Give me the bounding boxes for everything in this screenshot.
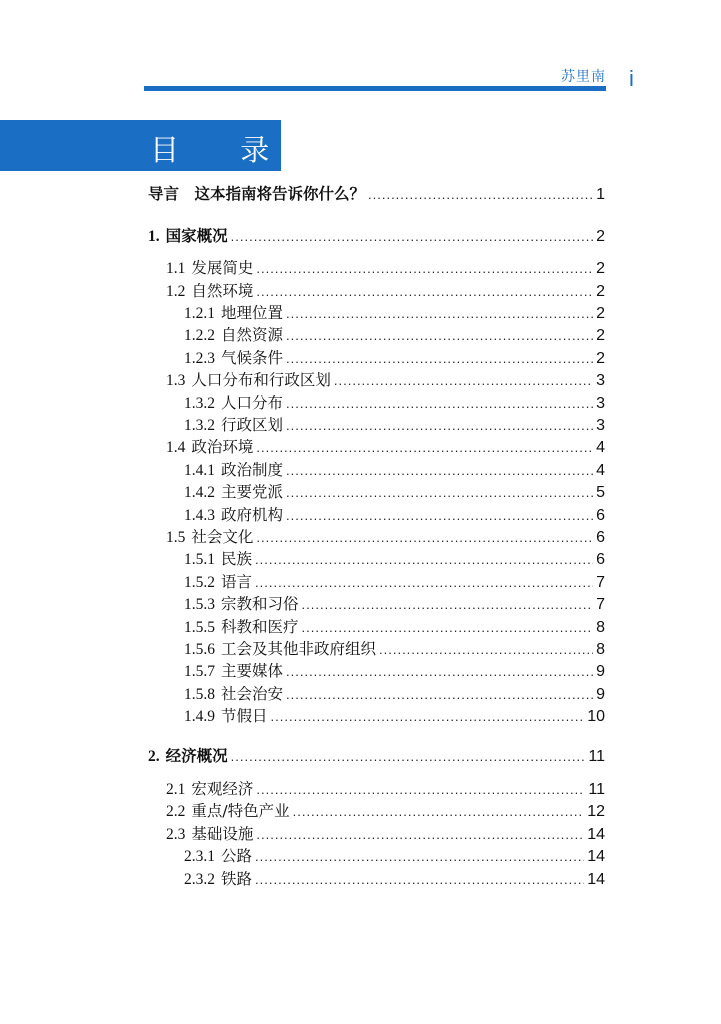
toc-entry-number: 1.3.2 — [184, 417, 215, 434]
toc-entry-label: 基础设施 — [191, 825, 254, 843]
toc-leader-dots — [302, 595, 594, 615]
toc-entry-label: 政治制度 — [221, 461, 284, 479]
toc-entry-label: 科教和医疗 — [221, 618, 299, 636]
toc-entry-number: 1.5.5 — [184, 619, 215, 636]
toc-entry-number: 2.2 — [166, 803, 186, 820]
toc-entry-number: 1.2 — [166, 283, 186, 300]
toc-entry[interactable] — [148, 184, 605, 205]
toc-entry[interactable] — [184, 846, 605, 867]
toc-leader-dots — [286, 394, 593, 414]
toc-entry[interactable] — [184, 505, 605, 526]
toc-leader-dots — [231, 227, 593, 247]
toc-entry-page: 2 — [596, 350, 605, 367]
toc-entry-page: 6 — [596, 507, 605, 524]
toc-entry-number: 2.3.2 — [184, 871, 215, 888]
toc-entry-page: 6 — [596, 551, 605, 568]
toc-entry[interactable] — [148, 746, 605, 767]
toc-entry[interactable] — [184, 869, 605, 890]
toc-entry[interactable] — [166, 281, 605, 302]
toc-entry-page: 8 — [596, 619, 605, 636]
toc-entry-number: 1.1 — [166, 260, 186, 277]
toc-entry-page: 5 — [596, 484, 605, 501]
toc-entry-number: 1.5.6 — [184, 641, 215, 658]
toc-entry-label: 经济概况 — [165, 747, 228, 765]
toc-leader-dots — [256, 282, 593, 302]
toc-entry[interactable] — [184, 325, 605, 346]
toc-entry-page: 10 — [587, 708, 605, 725]
toc-leader-dots — [255, 573, 593, 593]
toc-entry-number: 1.4.2 — [184, 484, 215, 501]
toc-entry-number: 1.2.3 — [184, 350, 215, 367]
toc-entry-number: 1.3 — [166, 372, 186, 389]
toc-entry[interactable] — [166, 258, 605, 279]
toc-entry-number: 1.5.3 — [184, 596, 215, 613]
toc-entry-number: 1.2.2 — [184, 327, 215, 344]
toc-entry[interactable] — [148, 226, 605, 247]
toc-entry[interactable] — [184, 303, 605, 324]
toc-entry-number: 1.5.2 — [184, 574, 215, 591]
toc-entry-label: 人口分布和行政区划 — [191, 371, 331, 389]
toc-entry-number: 2.3 — [166, 826, 186, 843]
toc-entry[interactable] — [184, 393, 605, 414]
toc-entry-label: 宏观经济 — [191, 780, 254, 798]
toc-leader-dots — [334, 371, 593, 391]
toc-entry-page: 14 — [587, 848, 605, 865]
toc-entry-number: 1.4.9 — [184, 708, 215, 725]
toc-entry[interactable] — [166, 824, 605, 845]
toc-entry-page: 4 — [596, 439, 605, 456]
toc-leader-dots — [255, 550, 593, 570]
toc-entry-page: 1 — [596, 186, 605, 203]
toc-entry-page: 4 — [596, 462, 605, 479]
toc-entry-page: 9 — [596, 663, 605, 680]
toc-entry[interactable] — [166, 801, 605, 822]
toc-leader-dots — [256, 780, 585, 800]
toc-entry-number: 1.3.2 — [184, 395, 215, 412]
toc-entry-number: 1.4 — [166, 439, 186, 456]
toc-entry-label: 民族 — [221, 550, 253, 568]
toc-entry-label: 气候条件 — [221, 349, 284, 367]
toc-entry-page: 11 — [588, 781, 605, 798]
toc-entry-page: 9 — [596, 686, 605, 703]
toc-entry-page: 7 — [596, 596, 605, 613]
toc-entry-label: 工会及其他非政府组织 — [221, 640, 377, 658]
toc-entry-page: 3 — [596, 417, 605, 434]
toc-entry[interactable] — [184, 482, 605, 503]
toc-entry-number: 1.5.1 — [184, 551, 215, 568]
toc-entry-page: 2 — [596, 283, 605, 300]
toc-leader-dots — [286, 304, 593, 324]
toc-leader-dots — [286, 349, 593, 369]
toc-entry-page: 2 — [596, 327, 605, 344]
toc-entry-number: 1.5 — [166, 529, 186, 546]
toc-entry-number: 2.3.1 — [184, 848, 215, 865]
toc-entry-page: 3 — [596, 395, 605, 412]
running-header-title: 苏里南 — [561, 69, 606, 85]
toc-entry[interactable] — [184, 549, 605, 570]
toc-entry-label: 社会文化 — [191, 528, 254, 546]
toc-entry-label: 行政区划 — [221, 416, 284, 434]
toc-entry[interactable] — [166, 370, 605, 391]
toc-entry[interactable] — [184, 572, 605, 593]
toc-entry-label: 人口分布 — [221, 394, 284, 412]
toc-entry[interactable] — [184, 706, 605, 727]
toc-entry[interactable] — [184, 415, 605, 436]
toc-leader-dots — [286, 461, 593, 481]
toc-leader-dots — [293, 802, 585, 822]
toc-entry-number: 1.4.3 — [184, 507, 215, 524]
toc-entry-label: 主要媒体 — [221, 662, 284, 680]
page-number: i — [629, 66, 634, 91]
toc-entry[interactable] — [184, 661, 605, 682]
toc-leader-dots — [286, 483, 593, 503]
toc-leader-dots — [256, 825, 584, 845]
toc-entry[interactable] — [184, 348, 605, 369]
toc-entry-label: 铁路 — [221, 870, 253, 888]
toc-leader-dots — [255, 870, 584, 890]
toc-entry-label: 语言 — [221, 573, 253, 591]
toc-entry-number: 2. — [148, 748, 160, 765]
toc-entry-number: 1.5.7 — [184, 663, 215, 680]
toc-entry-label: 自然资源 — [221, 326, 284, 344]
toc-entry-label: 主要党派 — [221, 483, 284, 501]
toc-leader-dots — [256, 438, 593, 458]
toc-entry-label: 政府机构 — [221, 506, 284, 524]
toc-entry-page: 14 — [587, 826, 605, 843]
toc-entry[interactable] — [184, 639, 605, 660]
toc-entry[interactable] — [184, 594, 605, 615]
toc-entry[interactable] — [184, 460, 605, 481]
toc-entry-page: 2 — [596, 305, 605, 322]
toc-leader-dots — [302, 618, 594, 638]
toc-entry-page: 2 — [596, 228, 605, 245]
toc-entry-label: 社会治安 — [221, 685, 284, 703]
toc-leader-dots — [286, 685, 593, 705]
toc-entry-page: 8 — [596, 641, 605, 658]
toc-leader-dots — [368, 185, 593, 205]
toc-entry[interactable] — [166, 779, 605, 800]
toc-entry-number: 2.1 — [166, 781, 186, 798]
toc-entry-page: 6 — [596, 529, 605, 546]
toc-title: 目 录 — [150, 133, 296, 167]
toc-leader-dots — [286, 506, 593, 526]
toc-entry-page: 14 — [587, 871, 605, 888]
toc-leader-dots — [255, 847, 584, 867]
toc-entry[interactable] — [166, 437, 605, 458]
toc-entry-label: 国家概况 — [165, 227, 228, 245]
toc-entry-label: 节假日 — [221, 707, 268, 725]
toc-entry-label: 政治环境 — [191, 438, 254, 456]
toc-leader-dots — [379, 640, 593, 660]
toc-entry-label: 重点/特色产业 — [191, 802, 290, 820]
toc-entry-number: 1. — [148, 228, 160, 245]
toc-entry[interactable] — [166, 527, 605, 548]
toc-leader-dots — [256, 528, 593, 548]
toc-entry-number: 1.5.8 — [184, 686, 215, 703]
toc-entry-number: 1.4.1 — [184, 462, 215, 479]
toc-entry[interactable] — [184, 617, 605, 638]
toc-leader-dots — [286, 326, 593, 346]
toc-entry-label: 发展简史 — [191, 259, 254, 277]
toc-entry-label: 宗教和习俗 — [221, 595, 299, 613]
toc-entry-label: 地理位置 — [221, 304, 284, 322]
toc-entry-page: 7 — [596, 574, 605, 591]
toc-entry-page: 3 — [596, 372, 605, 389]
toc-entry-label: 自然环境 — [191, 282, 254, 300]
toc-entry[interactable] — [184, 684, 605, 705]
toc-leader-dots — [231, 747, 586, 767]
toc-entry-label: 导言 这本指南将告诉你什么？ — [148, 185, 366, 203]
toc-leader-dots — [271, 707, 585, 727]
toc-entry-page: 11 — [588, 748, 605, 765]
toc-entry-label: 公路 — [221, 847, 253, 865]
toc-entry-page: 2 — [596, 260, 605, 277]
toc-entry-page: 12 — [587, 803, 605, 820]
toc-entry-number: 1.2.1 — [184, 305, 215, 322]
toc-leader-dots — [256, 259, 593, 279]
toc-leader-dots — [286, 416, 593, 436]
toc-leader-dots — [286, 662, 593, 682]
